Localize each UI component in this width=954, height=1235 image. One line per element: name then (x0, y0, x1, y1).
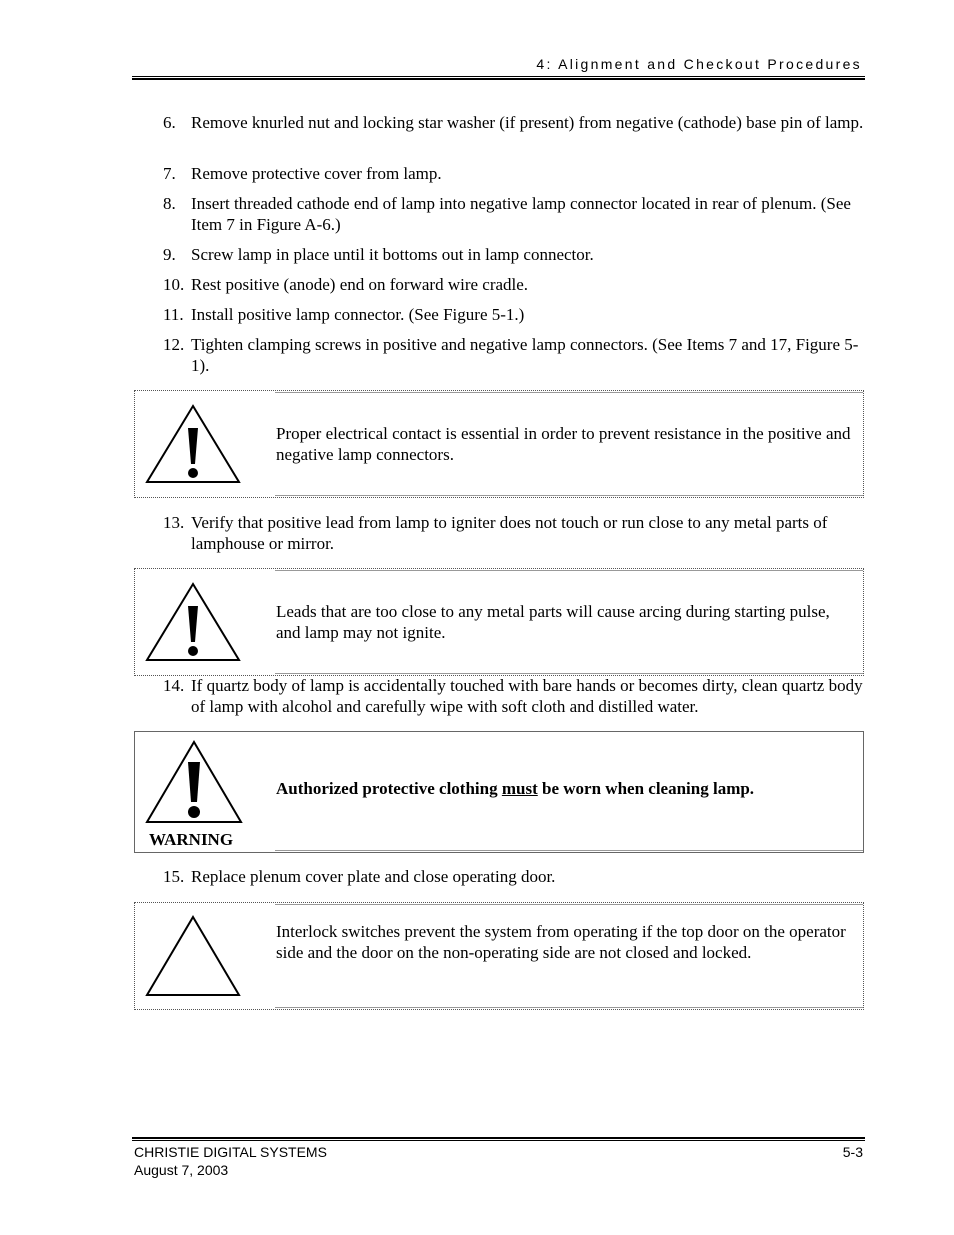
step-number: 14. (163, 676, 185, 695)
note-box-arcing (134, 568, 864, 676)
warning-label: WARNING (149, 830, 234, 849)
note-text-part: Authorized protective clothing (276, 779, 502, 798)
step-14 (163, 675, 868, 717)
step-text: Verify that positive lead from lamp to igniter does not touch or run close to any metal parts of lamphouse or mirror. (191, 513, 828, 553)
step-number: 12. (163, 335, 185, 354)
note-rule (275, 673, 863, 674)
note-rule (275, 850, 863, 851)
step-number: 15. (163, 867, 185, 886)
step-text: Tighten clamping screws in positive and negative lamp connectors. (See Items 7 and 17, Figure 5-1). (191, 335, 859, 375)
step-text: Install positive lamp connector. (See Figure 5-1.) (191, 305, 525, 324)
step-9 (163, 244, 868, 265)
step-number: 11. (163, 305, 184, 324)
note-box-interlock (134, 902, 864, 1010)
footer-rule (132, 1137, 865, 1141)
note-text: Interlock switches prevent the system from operating if the top door on the operator side and the door on the non-operating side are not closed and locked. (276, 922, 846, 962)
step-number: 8. (163, 194, 176, 213)
note-text: Leads that are too close to any metal parts will cause arcing during starting pulse, and lamp may not ignite. (276, 602, 830, 642)
step-12 (163, 334, 868, 376)
step-6 (163, 112, 868, 133)
step-text: If quartz body of lamp is accidentally touched with bare hands or becomes dirty, clean quartz body of lamp with alcohol and carefully wipe with soft cloth and distilled water. (191, 676, 863, 716)
exclamation-triangle-icon (145, 404, 241, 484)
step-text: Rest positive (anode) end on forward wire cradle. (191, 275, 529, 294)
step-number: 7. (163, 164, 176, 183)
note-text-part: be worn when cleaning lamp. (537, 779, 755, 798)
note-rule (275, 1007, 863, 1008)
step-text: Remove protective cover from lamp. (191, 164, 442, 183)
footer-company: CHRISTIE DIGITAL SYSTEMS (134, 1144, 327, 1160)
warning-box-protective-clothing (134, 731, 864, 853)
step-7 (163, 163, 868, 184)
step-number: 13. (163, 513, 185, 532)
page-header: 4: Alignment and Checkout Procedures (536, 56, 862, 72)
step-text: Remove knurled nut and locking star washer (if present) from negative (cathode) base pin of lamp. (191, 113, 864, 132)
header-rule (132, 76, 865, 80)
step-text: Replace plenum cover plate and close operating door. (191, 867, 556, 886)
note-rule (275, 904, 863, 905)
note-rule (275, 392, 863, 393)
note-rule (275, 570, 863, 571)
step-text: Insert threaded cathode end of lamp into negative lamp connector located in rear of plenum. (See Item 7 in Figure A-6.) (191, 194, 851, 234)
note-text (276, 778, 851, 799)
step-number: 6. (163, 113, 176, 132)
step-13 (163, 512, 868, 554)
note-text-emphasis: must (501, 779, 538, 798)
note-box-electrical-contact (134, 390, 864, 498)
footer-date: August 7, 2003 (134, 1162, 229, 1178)
step-number: 9. (163, 245, 176, 264)
exclamation-triangle-icon (145, 740, 243, 824)
step-15 (163, 866, 868, 887)
step-11 (163, 304, 868, 325)
page-number: 5-3 (842, 1144, 863, 1160)
step-8 (163, 193, 868, 235)
step-text: Screw lamp in place until it bottoms out in lamp connector. (191, 245, 594, 264)
note-rule (275, 495, 863, 496)
step-10 (163, 274, 868, 295)
note-text: Proper electrical contact is essential in order to prevent resistance in the positive and negative lamp connectors. (276, 424, 851, 464)
step-number: 10. (163, 275, 185, 294)
exclamation-triangle-icon (145, 582, 241, 662)
empty-triangle-icon (145, 915, 241, 997)
